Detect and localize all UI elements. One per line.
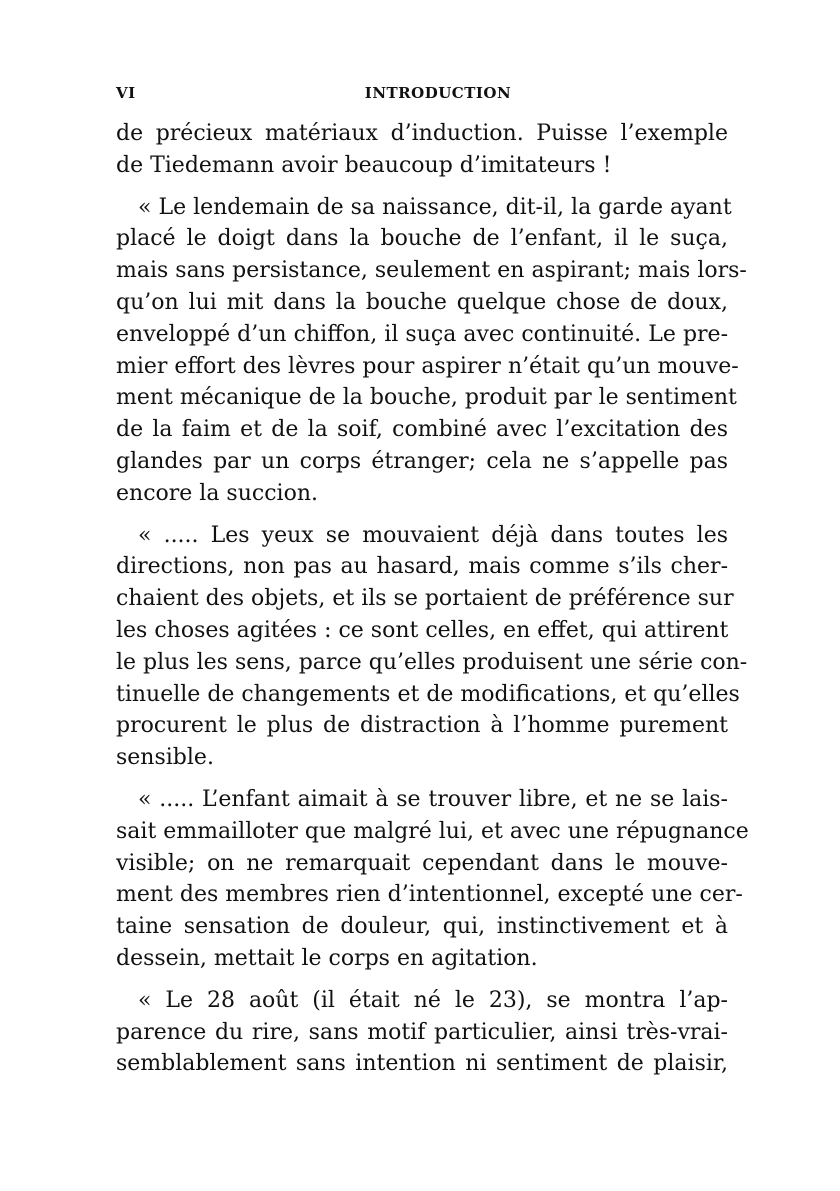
paragraph-quote-yeux — [116, 520, 748, 774]
text-line: chaient des objets, et ils se portaient de préférence sur — [116, 586, 734, 612]
paragraph-quote-enfant — [116, 784, 749, 975]
text-line: procurent le plus de distraction à l’homme purement — [116, 713, 728, 739]
text-line: de Tiedemann avoir beaucoup d’imitateurs ! — [116, 152, 612, 178]
text-line: « Le lendemain de sa naissance, dit-il, la garde ayant — [138, 194, 732, 220]
text-line: qu’on lui mit dans la bouche quelque chose de doux, — [116, 289, 728, 315]
text-line: de précieux matériaux d’induction. Puisse l’exemple — [116, 121, 728, 146]
text-line: encore la succion. — [116, 480, 318, 506]
paragraph-quote-rire — [116, 985, 728, 1080]
paragraph-quote-succion — [116, 192, 747, 510]
text-line: « Le 28 août (il était né le 23), se montra l’ap- — [138, 987, 728, 1013]
text-line: sensible. — [116, 745, 214, 771]
text-line: semblablement sans intention ni sentiment de plaisir, — [116, 1051, 728, 1077]
paragraph-intro — [116, 118, 728, 182]
text-line: glandes par un corps étranger; cela ne s’appelle pas — [116, 448, 728, 474]
text-line: enveloppé d’un chiffon, il suça avec continuité. Le pre- — [116, 321, 728, 347]
text-line: tinuelle de changements et de modifications, et qu’elles — [116, 681, 740, 707]
text-line: taine sensation de douleur, qui, instinctivement et à — [116, 914, 728, 940]
text-line: « ..... L’enfant aimait à se trouver libre, et ne se lais- — [138, 786, 728, 812]
text-line: visible; on ne remarquait cependant dans le mouve- — [116, 850, 728, 876]
text-line: ment mécanique de la bouche, produit par le sentiment — [116, 385, 737, 411]
text-line: mais sans persistance, seulement en aspirant; mais lors- — [116, 258, 747, 284]
body-text — [116, 118, 749, 1080]
text-line: « ..... Les yeux se mouvaient déjà dans toutes les — [138, 522, 728, 548]
running-title: INTRODUCTION — [364, 84, 512, 102]
text-line: le plus les sens, parce qu’elles produisent une série con- — [116, 649, 748, 675]
text-line: de la faim et de la soif, combiné avec l’excitation des — [116, 417, 728, 443]
text-line: sait emmailloter que malgré lui, et avec une répugnance — [116, 818, 749, 844]
text-line: les choses agitées : ce sont celles, en effet, qui attirent — [116, 617, 729, 643]
text-line: dessein, mettait le corps en agitation. — [116, 945, 538, 971]
text-line: parence du rire, sans motif particulier, ainsi très-vrai- — [116, 1019, 728, 1045]
text-line: ment des membres rien d’intentionnel, excepté une cer- — [116, 882, 743, 908]
text-line: placé le doigt dans la bouche de l’enfant, il le suça, — [116, 226, 728, 252]
running-head — [116, 84, 730, 106]
text-line: mier effort des lèvres pour aspirer n’était qu’un mouve- — [116, 353, 739, 379]
text-line: directions, non pas au hasard, mais comme s’ils cher- — [116, 554, 728, 580]
page-number: VI — [116, 84, 136, 102]
